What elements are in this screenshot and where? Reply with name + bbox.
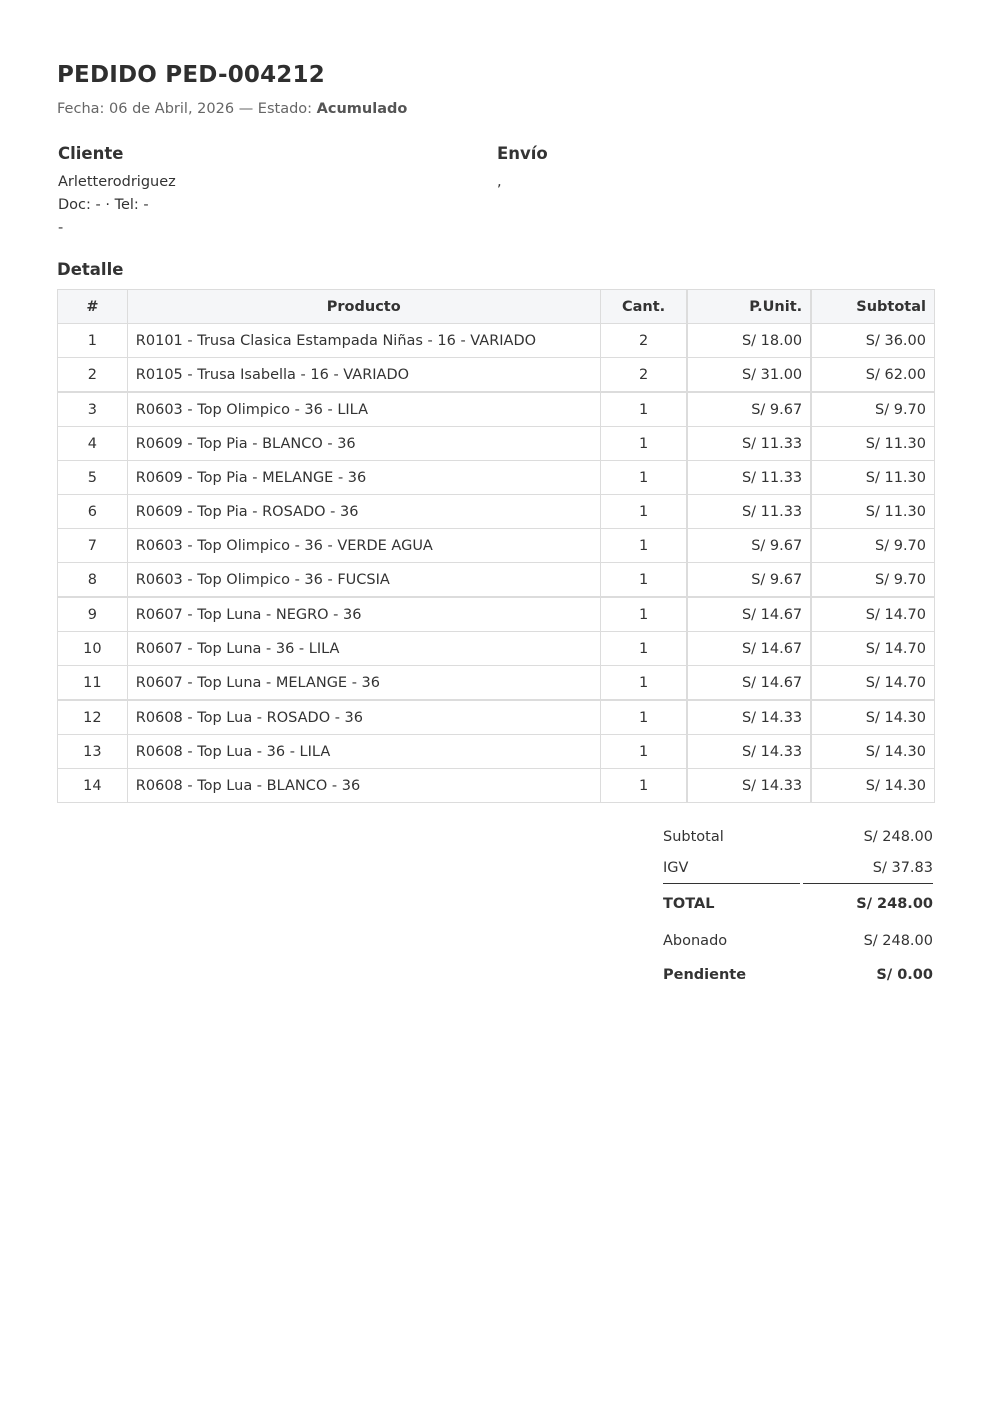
row-subtotal: S/ 14.30	[811, 700, 934, 735]
row-unit-price: S/ 14.33	[687, 735, 811, 769]
table-row	[58, 324, 935, 358]
row-quantity: 1	[600, 666, 687, 701]
totals-subtotal-value: S/ 248.00	[863, 829, 933, 845]
column-header-number: #	[58, 290, 128, 324]
row-unit-price: S/ 11.33	[687, 461, 811, 495]
row-product: R0603 - Top Olimpico - 36 - FUCSIA	[127, 563, 600, 598]
table-body	[58, 324, 935, 803]
row-subtotal: S/ 14.70	[811, 597, 934, 632]
totals-summary	[661, 822, 935, 992]
row-quantity: 1	[600, 632, 687, 666]
row-subtotal: S/ 11.30	[811, 495, 934, 529]
totals-total-value: S/ 248.00	[856, 896, 933, 912]
table-row	[58, 563, 935, 598]
column-header-unit-price: P.Unit.	[687, 290, 811, 324]
row-subtotal: S/ 62.00	[811, 358, 934, 393]
totals-pending-value: S/ 0.00	[876, 967, 933, 983]
meta-separator: —	[238, 101, 254, 117]
client-name: Arletterodriguez	[58, 174, 176, 190]
table-row	[58, 495, 935, 529]
table-row	[58, 769, 935, 803]
table-row	[58, 735, 935, 769]
row-product: R0609 - Top Pia - BLANCO - 36	[127, 427, 600, 461]
row-product: R0603 - Top Olimpico - 36 - VERDE AGUA	[127, 529, 600, 563]
row-product: R0105 - Trusa Isabella - 16 - VARIADO	[127, 358, 600, 393]
row-number: 5	[58, 461, 128, 495]
date-value: 06 de Abril, 2026	[109, 101, 235, 117]
row-number: 8	[58, 563, 128, 598]
totals-igv-label: IGV	[663, 860, 689, 876]
row-product: R0608 - Top Lua - ROSADO - 36	[127, 700, 600, 735]
row-subtotal: S/ 14.70	[811, 666, 934, 701]
column-header-quantity: Cant.	[600, 290, 687, 324]
totals-subtotal-row	[661, 822, 935, 853]
row-quantity: 1	[600, 597, 687, 632]
totals-divider-left	[663, 883, 800, 884]
row-unit-price: S/ 14.33	[687, 769, 811, 803]
totals-subtotal-label: Subtotal	[663, 829, 724, 845]
status-value: Acumulado	[316, 101, 408, 117]
row-unit-price: S/ 11.33	[687, 427, 811, 461]
row-product: R0101 - Trusa Clasica Estampada Niñas - 16 - VARIADO	[127, 324, 600, 358]
row-number: 3	[58, 392, 128, 427]
row-product: R0607 - Top Luna - 36 - LILA	[127, 632, 600, 666]
row-subtotal: S/ 11.30	[811, 461, 934, 495]
row-subtotal: S/ 11.30	[811, 427, 934, 461]
totals-pending-label: Pendiente	[663, 967, 747, 983]
row-unit-price: S/ 9.67	[687, 529, 811, 563]
page-title: PEDIDO PED-004212	[57, 62, 325, 88]
totals-paid-value: S/ 248.00	[863, 933, 933, 949]
table-row	[58, 700, 935, 735]
row-product: R0609 - Top Pia - ROSADO - 36	[127, 495, 600, 529]
shipping-heading: Envío	[497, 144, 548, 163]
row-unit-price: S/ 14.67	[687, 597, 811, 632]
row-product: R0609 - Top Pia - MELANGE - 36	[127, 461, 600, 495]
status-label: Estado:	[257, 101, 313, 117]
row-unit-price: S/ 11.33	[687, 495, 811, 529]
row-number: 4	[58, 427, 128, 461]
row-number: 13	[58, 735, 128, 769]
totals-paid-label: Abonado	[663, 933, 728, 949]
row-quantity: 1	[600, 392, 687, 427]
totals-pending-row	[661, 958, 935, 992]
row-number: 11	[58, 666, 128, 701]
totals-igv-row	[661, 853, 935, 884]
row-quantity: 2	[600, 324, 687, 358]
row-product: R0607 - Top Luna - MELANGE - 36	[127, 666, 600, 701]
row-subtotal: S/ 14.30	[811, 735, 934, 769]
row-product: R0603 - Top Olimpico - 36 - LILA	[127, 392, 600, 427]
shipping-address: ,	[497, 174, 502, 190]
table-row	[58, 427, 935, 461]
table-row	[58, 529, 935, 563]
client-doc-tel: Doc: - · Tel: -	[58, 197, 149, 213]
row-unit-price: S/ 31.00	[687, 358, 811, 393]
totals-igv-value: S/ 37.83	[872, 860, 933, 876]
row-quantity: 1	[600, 769, 687, 803]
totals-total-label: TOTAL	[663, 896, 715, 912]
table-row	[58, 392, 935, 427]
detail-heading: Detalle	[57, 260, 124, 279]
row-quantity: 1	[600, 563, 687, 598]
row-unit-price: S/ 14.67	[687, 666, 811, 701]
table-row	[58, 632, 935, 666]
table-row	[58, 358, 935, 393]
table-row	[58, 597, 935, 632]
date-label: Fecha:	[57, 101, 105, 117]
totals-divider-right	[803, 883, 933, 884]
row-quantity: 1	[600, 495, 687, 529]
shipping-info	[497, 171, 502, 194]
row-subtotal: S/ 14.30	[811, 769, 934, 803]
row-number: 14	[58, 769, 128, 803]
table-row	[58, 666, 935, 701]
order-items-table	[57, 289, 935, 803]
row-number: 12	[58, 700, 128, 735]
row-subtotal: S/ 9.70	[811, 563, 934, 598]
row-number: 9	[58, 597, 128, 632]
row-quantity: 1	[600, 461, 687, 495]
client-address: -	[58, 220, 64, 236]
row-number: 10	[58, 632, 128, 666]
client-info	[58, 171, 176, 240]
row-product: R0607 - Top Luna - NEGRO - 36	[127, 597, 600, 632]
row-subtotal: S/ 9.70	[811, 392, 934, 427]
row-quantity: 1	[600, 427, 687, 461]
row-unit-price: S/ 14.67	[687, 632, 811, 666]
row-product: R0608 - Top Lua - 36 - LILA	[127, 735, 600, 769]
column-header-subtotal: Subtotal	[811, 290, 934, 324]
row-subtotal: S/ 14.70	[811, 632, 934, 666]
row-unit-price: S/ 14.33	[687, 700, 811, 735]
client-heading: Cliente	[58, 144, 124, 163]
row-unit-price: S/ 18.00	[687, 324, 811, 358]
table-header-row	[58, 290, 935, 324]
row-number: 7	[58, 529, 128, 563]
totals-total-row	[661, 884, 935, 924]
row-product: R0608 - Top Lua - BLANCO - 36	[127, 769, 600, 803]
totals-paid-row	[661, 924, 935, 958]
row-quantity: 1	[600, 529, 687, 563]
row-quantity: 1	[600, 735, 687, 769]
table-row	[58, 461, 935, 495]
row-quantity: 2	[600, 358, 687, 393]
row-number: 6	[58, 495, 128, 529]
row-number: 2	[58, 358, 128, 393]
row-unit-price: S/ 9.67	[687, 392, 811, 427]
order-meta	[57, 101, 407, 117]
column-header-product: Producto	[127, 290, 600, 324]
row-unit-price: S/ 9.67	[687, 563, 811, 598]
row-subtotal: S/ 36.00	[811, 324, 934, 358]
row-quantity: 1	[600, 700, 687, 735]
row-subtotal: S/ 9.70	[811, 529, 934, 563]
row-number: 1	[58, 324, 128, 358]
